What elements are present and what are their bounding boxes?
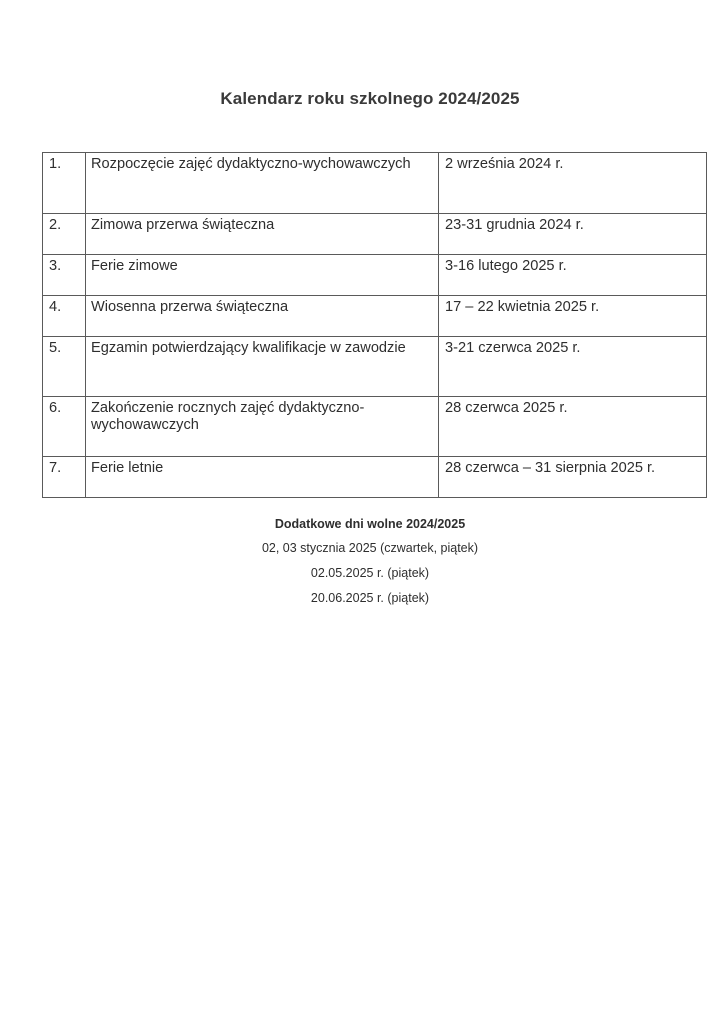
table-row bbox=[43, 153, 707, 214]
event-name: Ferie zimowe bbox=[86, 255, 439, 296]
table-row bbox=[43, 296, 707, 337]
event-name: Rozpoczęcie zajęć dydaktyczno-wychowawczych bbox=[86, 153, 439, 214]
row-number: 4. bbox=[43, 296, 86, 337]
day-off-item: 20.06.2025 r. (piątek) bbox=[310, 591, 430, 605]
row-number: 6. bbox=[43, 397, 86, 457]
day-off-item: 02.05.2025 r. (piątek) bbox=[310, 566, 430, 580]
event-name: Egzamin potwierdzający kwalifikacje w zawodzie bbox=[86, 337, 439, 397]
event-date: 28 czerwca – 31 sierpnia 2025 r. bbox=[439, 457, 707, 498]
additional-days-off-heading: Dodatkowe dni wolne 2024/2025 bbox=[274, 517, 466, 531]
school-calendar-table bbox=[42, 152, 707, 498]
event-date: 3-16 lutego 2025 r. bbox=[439, 255, 707, 296]
table-row bbox=[43, 255, 707, 296]
row-number: 3. bbox=[43, 255, 86, 296]
event-name: Zimowa przerwa świąteczna bbox=[86, 214, 439, 255]
row-number: 1. bbox=[43, 153, 86, 214]
row-number: 5. bbox=[43, 337, 86, 397]
event-date: 17 – 22 kwietnia 2025 r. bbox=[439, 296, 707, 337]
event-name: Zakończenie rocznych zajęć dydaktyczno-wychowawczych bbox=[86, 397, 439, 457]
table-row bbox=[43, 214, 707, 255]
event-name: Wiosenna przerwa świąteczna bbox=[86, 296, 439, 337]
table-row bbox=[43, 337, 707, 397]
row-number: 7. bbox=[43, 457, 86, 498]
event-name: Ferie letnie bbox=[86, 457, 439, 498]
event-date: 23-31 grudnia 2024 r. bbox=[439, 214, 707, 255]
day-off-item: 02, 03 stycznia 2025 (czwartek, piątek) bbox=[261, 541, 479, 555]
table-row bbox=[43, 457, 707, 498]
table-row bbox=[43, 397, 707, 457]
event-date: 2 września 2024 r. bbox=[439, 153, 707, 214]
event-date: 3-21 czerwca 2025 r. bbox=[439, 337, 707, 397]
event-date: 28 czerwca 2025 r. bbox=[439, 397, 707, 457]
document-title: Kalendarz roku szkolnego 2024/2025 bbox=[220, 89, 520, 108]
additional-days-off-section bbox=[0, 516, 724, 615]
row-number: 2. bbox=[43, 214, 86, 255]
